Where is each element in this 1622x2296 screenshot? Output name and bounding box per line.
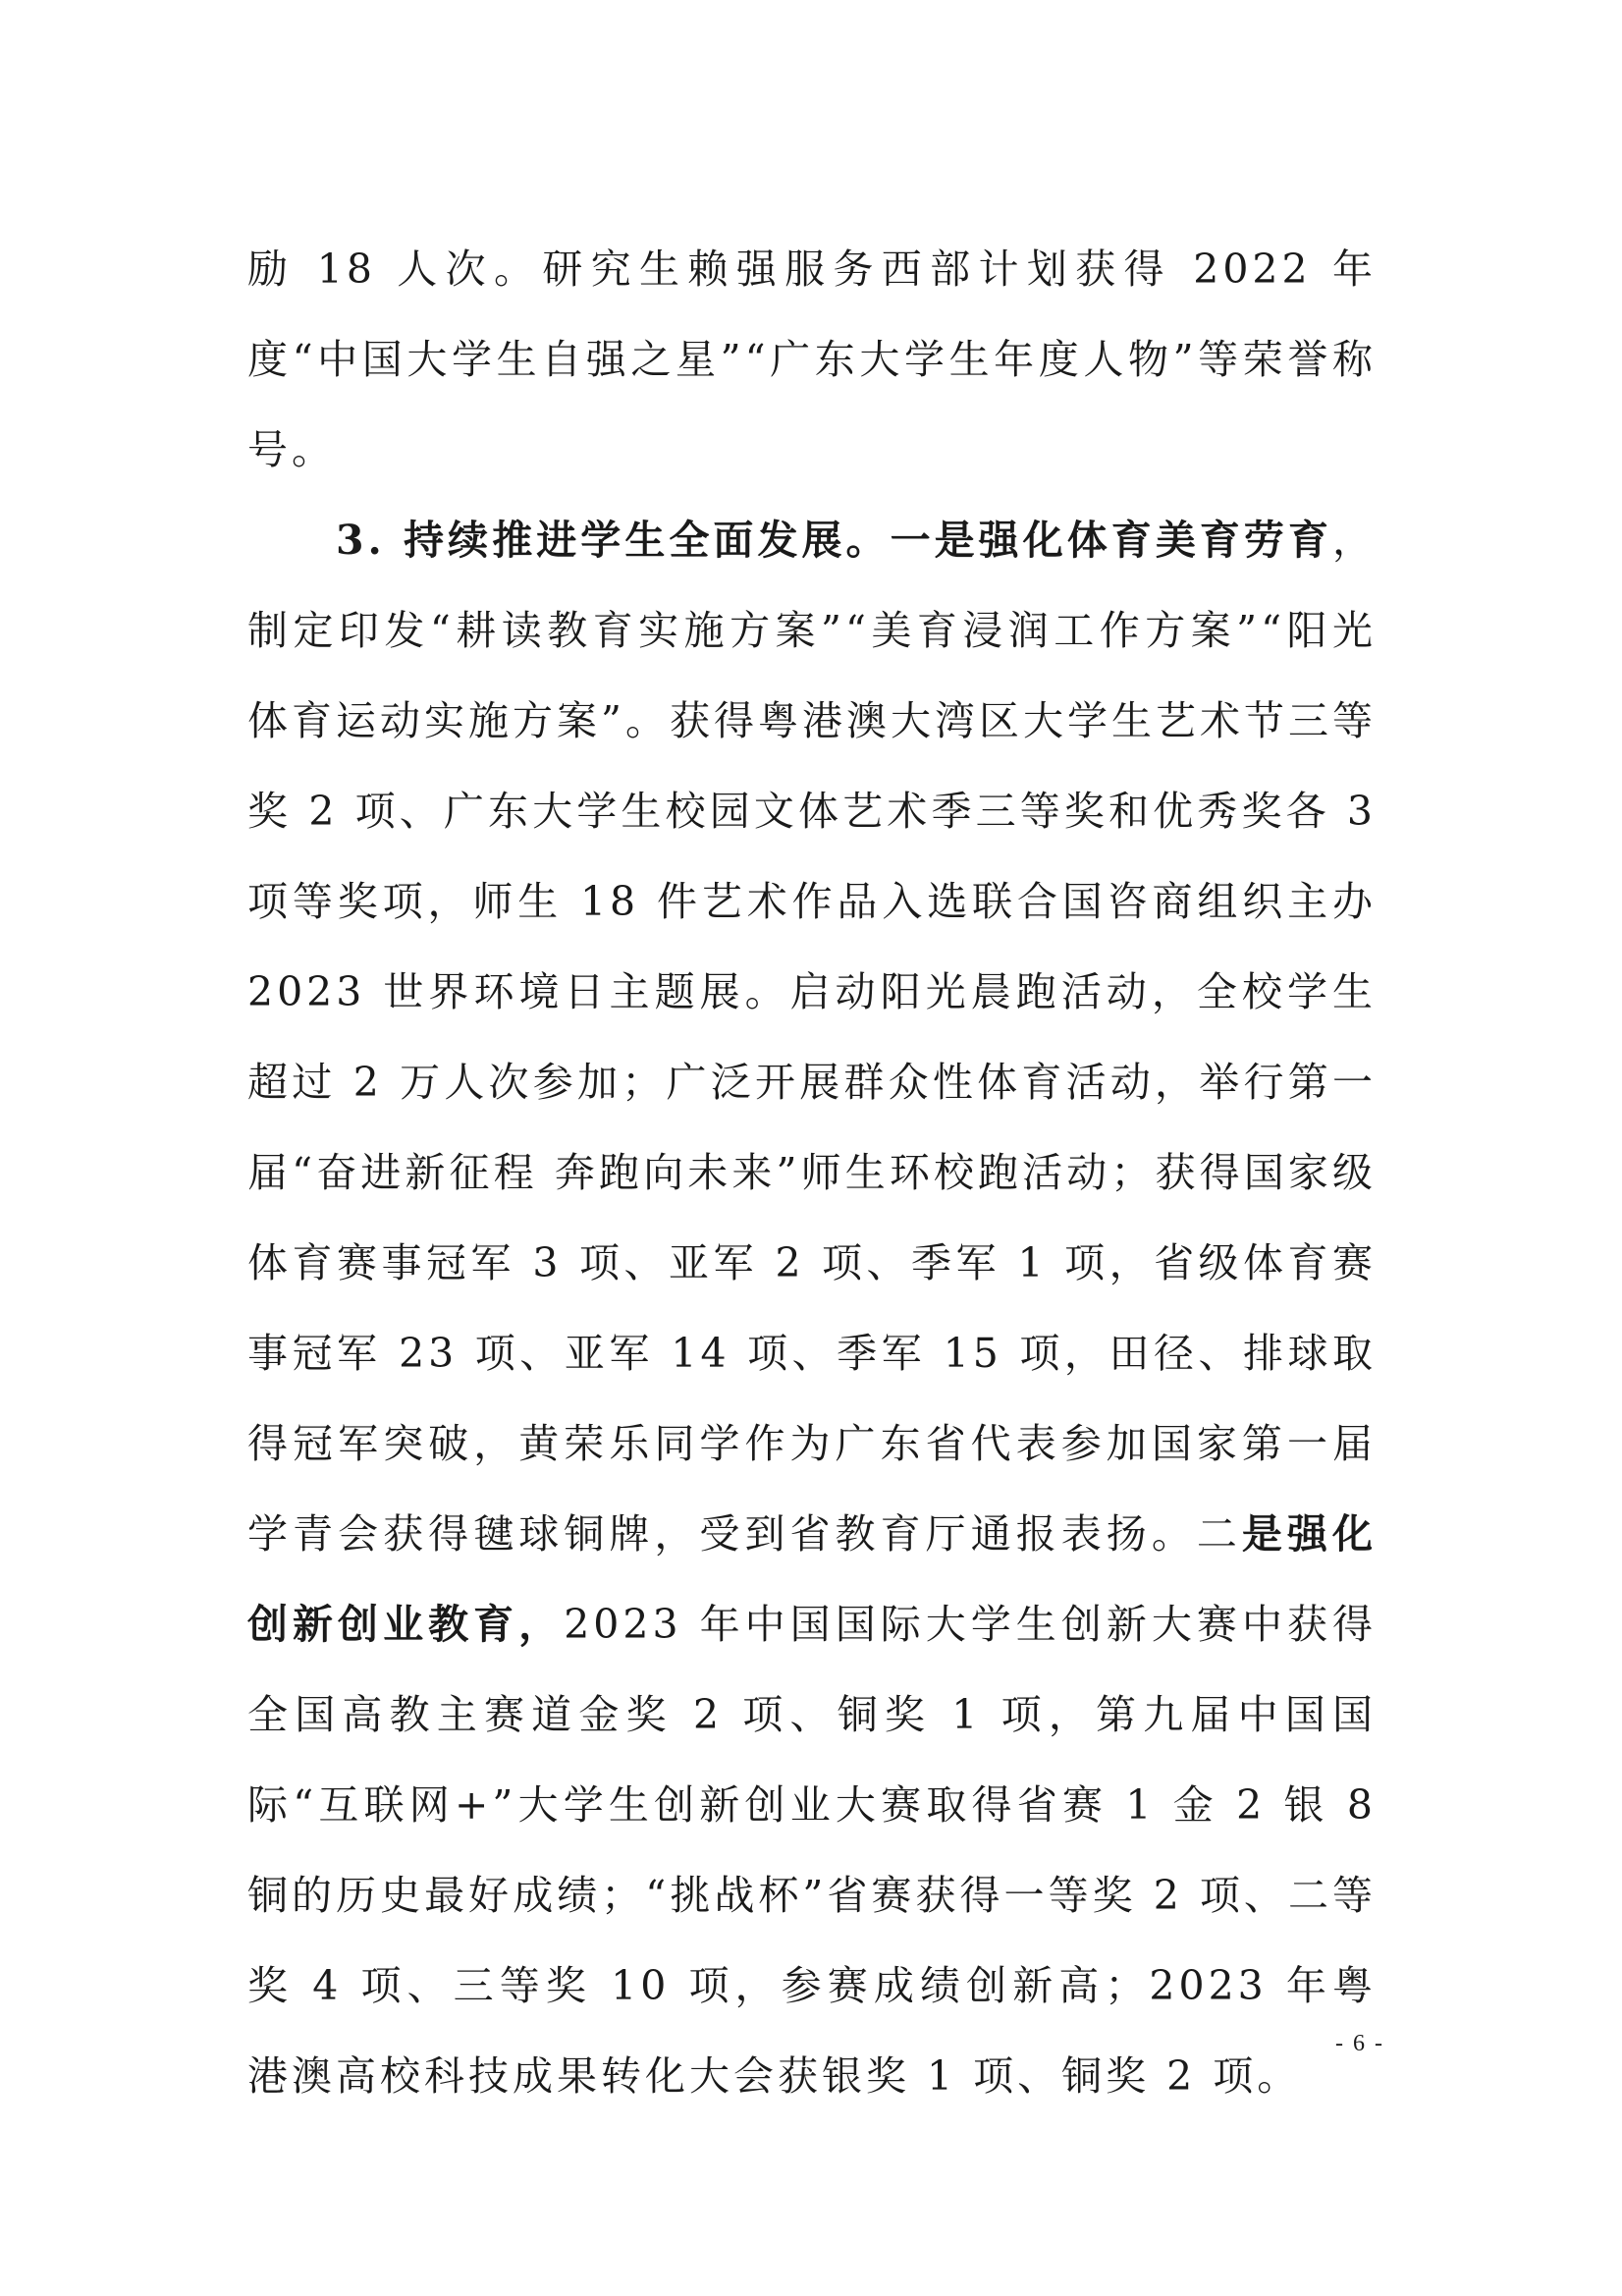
section-heading: 3. 持续推进学生全面发展。一是强化体育美育劳育 bbox=[336, 517, 1332, 564]
page-number: - 6 - bbox=[1335, 2031, 1384, 2056]
text-segment: ，制定印发“耕读教育实施方案”“美育浸润工作方案”“阳光体育运动实施方案”。获得粤港澳大湾区大学生艺术节三等奖 2 项、广东大学生校园文体艺术季三等奖和优秀奖各 3 项等奖项，师生 18 件艺术作品入选联合国咨商组织主办 2023 世界环境日主题展。启动阳光晨跑活动，全校学生超过 2 万人次参加；广泛开展群众性体育活动，举行第一届“奋进新征程 奔跑向未来”师生环校跑活动；获得国家级体育赛事冠军 3 项、亚军 2 项、季军 1 项，省级体育赛事冠军 23 项、亚军 14 项、季军 15 项，田径、排球取得冠军突破，黄荣乐同学作为广东省代表参加国家第一届学青会获得毽球铜牌，受到省教育厅通报表扬。二 bbox=[247, 517, 1377, 1558]
text-segment: 励 18 人次。研究生赖强服务西部计划获得 2022 年度“中国大学生自强之星”“广东大学生年度人物”等荣誉称号。 bbox=[247, 246, 1377, 473]
paragraph-continuation bbox=[247, 224, 1377, 495]
text-segment: 2023 年中国国际大学生创新大赛中获得全国高教主赛道金奖 2 项、铜奖 1 项，第九届中国国际“互联网+”大学生创新创业大赛取得省赛 1 金 2 银 8 铜的历史最好成绩；“挑战杯”省赛获得一等奖 2 项、二等奖 4 项、三等奖 10 项，参赛成绩创新高；2023 年粤港澳高校科技成果转化大会获银奖 1 项、铜奖 2 项。 bbox=[247, 1601, 1378, 2100]
body-text bbox=[247, 224, 1377, 2121]
bold-phrase: 是强化创新创业教育， bbox=[247, 1510, 1378, 1648]
paragraph-student-development bbox=[247, 495, 1377, 2121]
